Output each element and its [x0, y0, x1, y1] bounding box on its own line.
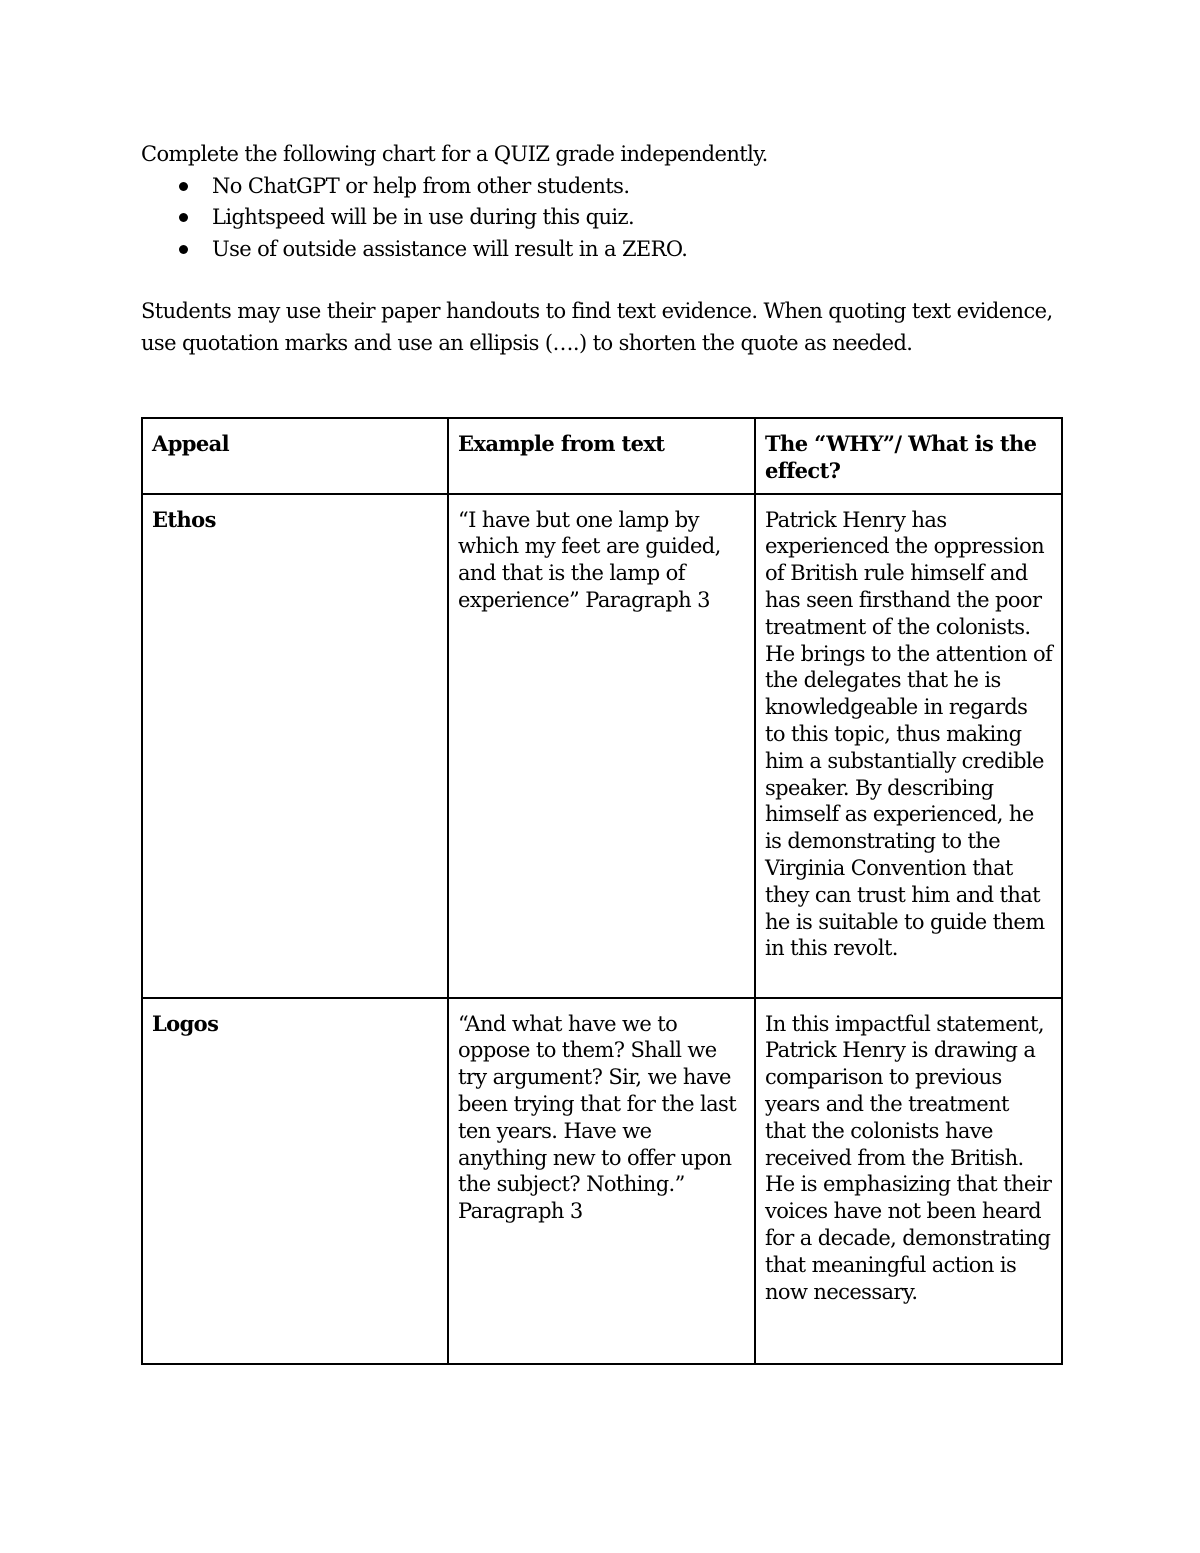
rule-item — [141, 202, 1081, 234]
header-effect: The “WHY”/ What is the effect? — [755, 418, 1062, 494]
appeal-cell: Logos — [142, 998, 448, 1364]
rule-text: Use of outside assistance will result in a ZERO. — [212, 236, 688, 261]
rules-list — [141, 171, 1081, 266]
header-appeal: Appeal — [142, 418, 448, 494]
header-example: Example from text — [448, 418, 755, 494]
instructions-section — [141, 139, 1081, 359]
table-header-row — [142, 418, 1062, 494]
bullet-icon — [179, 213, 188, 222]
rule-text: No ChatGPT or help from other students. — [212, 173, 630, 198]
rhetorical-appeals-table — [141, 417, 1063, 1365]
example-cell: “I have but one lamp by which my feet are guided, and that is the lamp of experience” Paragraph 3 — [448, 494, 755, 998]
rule-item — [141, 171, 1081, 203]
table-row — [142, 494, 1062, 998]
appeal-cell: Ethos — [142, 494, 448, 998]
effect-cell: Patrick Henry has experienced the oppression of British rule himself and has seen firsthand the poor treatment of the colonists. He brings to the attention of the delegates that he is knowledgeable in regards to this topic, thus making him a substantially credible speaker. By describing himself as experienced, he is demonstrating to the Virginia Convention that they can trust him and that he is suitable to guide them in this revolt. — [755, 494, 1062, 998]
evidence-note: Students may use their paper handouts to find text evidence. When quoting text evidence, use quotation marks and use an ellipsis (….) to shorten the quote as needed. — [141, 299, 1053, 355]
bullet-icon — [179, 182, 188, 191]
bullet-icon — [179, 245, 188, 254]
rule-item — [141, 234, 1081, 266]
instructions-heading: Complete the following chart for a QUIZ grade independently. — [141, 142, 768, 166]
table-row — [142, 998, 1062, 1364]
effect-cell: In this impactful statement, Patrick Henry is drawing a comparison to previous years and the treatment that the colonists have received from the British. He is emphasizing that their voices have not been heard for a decade, demonstrating that meaningful action is now necessary. — [755, 998, 1062, 1364]
rule-text: Lightspeed will be in use during this quiz. — [212, 205, 635, 229]
example-cell: “And what have we to oppose to them? Shall we try argument? Sir, we have been trying that for the last ten years. Have we anything new to offer upon the subject? Nothing.” Paragraph 3 — [448, 998, 755, 1364]
